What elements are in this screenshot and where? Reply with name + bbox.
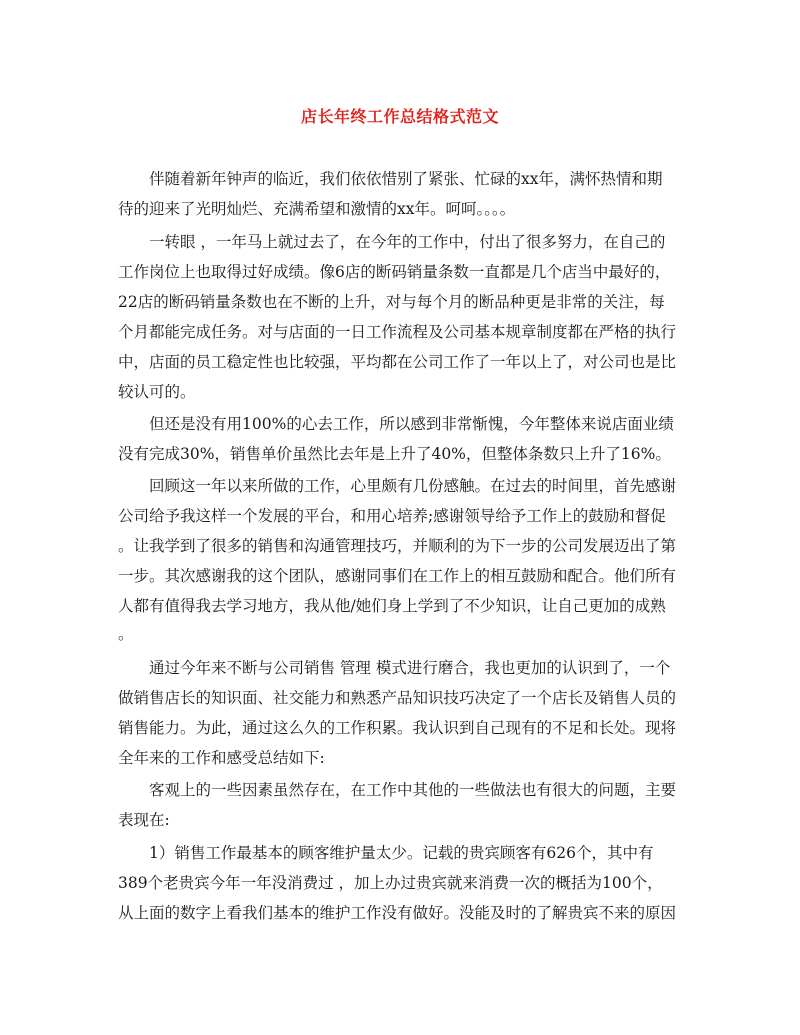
text-line: 。: [118, 625, 134, 643]
text-line: 做销售店长的知识面、社交能力和熟悉产品知识技巧决定了一个店长及销售人员的: [118, 689, 677, 707]
text-line: 公司给予我这样一个发展的平台，和用心培养;感谢领导给予工作上的鼓励和督促: [118, 507, 666, 525]
document-title: 店长年终工作总结格式范文: [300, 107, 499, 126]
text-line: 销售能力。为此，通过这么久的工作积累。我认识到自己现有的不足和长处。现将: [118, 719, 677, 737]
text-line: 回顾这一年以来所做的工作，心里颇有几份感触。在过去的时间里，首先感谢: [118, 477, 677, 495]
text-line: 中，店面的员工稳定性也比较强，平均都在公司工作了一年以上了，对公司也是比: [118, 353, 677, 371]
text-line: 工作岗位上也取得过好成绩。像6店的断码销量条数一直都是几个店当中最好的，: [118, 263, 671, 281]
text-line: 一转眼 ，一年马上就过去了，在今年的工作中，付出了很多努力，在自己的: [118, 233, 666, 251]
text-line: 全年来的工作和感受总结如下:: [118, 749, 325, 767]
text-line: 个月都能完成任务。对与店面的一日工作流程及公司基本规章制度都在严格的执行: [118, 323, 677, 341]
text-line: 但还是没有用100%的心去工作，所以感到非常惭愧，今年整体来说店面业绩: [118, 415, 674, 433]
text-line: 表现在:: [118, 811, 170, 829]
text-line: 1）销售工作最基本的顾客维护量太少。记载的贵宾顾客有626个，其中有: [118, 844, 654, 862]
text-line: 客观上的一些因素虽然存在，在工作中其他的一些做法也有很大的问题，主要: [118, 781, 677, 799]
text-line: 较认可的。: [118, 383, 196, 401]
text-line: 22店的断码销量条数也在不断的上升，对与每个月的断品种更是非常的关注，每: [118, 293, 665, 311]
text-line: 没有完成30%，销售单价虽然比去年是上升了40%，但整体条数只上升了16%。: [118, 445, 671, 463]
text-line: 。让我学到了很多的销售和沟通管理技巧，并顺利的为下一步的公司发展迈出了第: [118, 537, 677, 555]
text-line: 待的迎来了光明灿烂、充满希望和激情的xx年。呵呵。。。。: [118, 200, 516, 218]
text-line: 一步。其次感谢我的这个团队，感谢同事们在工作上的相互鼓励和配合。他们所有: [118, 567, 677, 585]
text-line: 通过今年来不断与公司销售 管理 模式进行磨合，我也更加的认识到了，一个: [118, 659, 671, 677]
text-line: 从上面的数字上看我们基本的维护工作没有做好。没能及时的了解贵宾不来的原因: [118, 904, 677, 922]
text-line: 389个老贵宾今年一年没消费过 ，加上办过贵宾就来消费一次的概括为100个，: [118, 874, 663, 892]
text-line: 人都有值得我去学习地方，我从他/她们身上学到了不少知识，让自己更加的成熟: [118, 597, 666, 615]
text-line: 伴随着新年钟声的临近，我们依依惜别了紧张、忙碌的xx年，满怀热情和期: [118, 170, 663, 188]
